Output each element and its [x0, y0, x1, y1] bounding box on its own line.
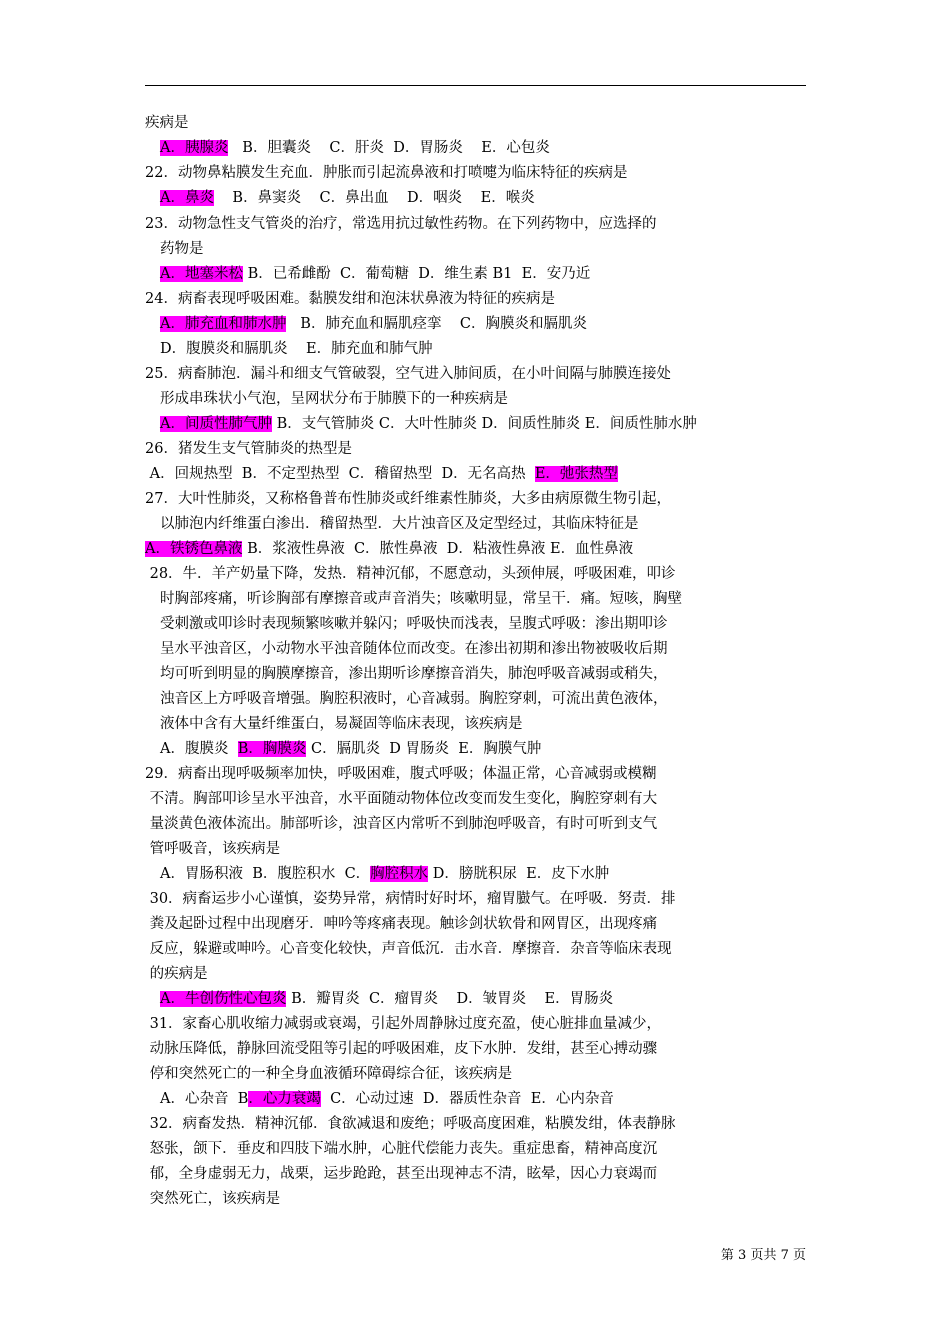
line-text: B．已希雌酚 C．葡萄糖 D．维生素 B1 E．安乃近: [242, 266, 591, 282]
line-text: 呈水平浊音区，小动物水平浊音随体位而改变。在渗出初期和渗出物被吸收后期: [160, 641, 668, 657]
text-line: [145, 963, 208, 985]
text-line: [145, 788, 657, 810]
line-text: 24．病畜表现呼吸困难。黏膜发绀和泡沫状鼻液为特征的疾病是: [145, 291, 555, 307]
text-line: [145, 888, 676, 910]
highlighted-answer: A．间质性肺气肿: [160, 416, 272, 432]
text-line: [160, 588, 682, 610]
line-text: A．回规热型 B．不定型热型 C．稽留热型 D．无名高热: [145, 466, 535, 482]
line-text: 以肺泡内纤维蛋白渗出．稽留热型．大片浊音区及定型经过，其临床特征是: [160, 516, 639, 532]
line-text: B．瓣胃炎 C．瘤胃炎 D．皱胃炎 E．胃肠炎: [286, 991, 614, 1007]
line-text: 怒张，颌下．垂皮和四肢下端水肿，心脏代偿能力丧失。重症患畜，精神高度沉: [145, 1141, 658, 1157]
line-text: 停和突然死亡的一种全身血液循环障碍综合征，该疾病是: [145, 1066, 513, 1082]
text-line: [160, 187, 535, 209]
line-text: 23．动物急性支气管炎的治疗，常选用抗过敏性药物。在下列药物中，应选择的: [145, 216, 657, 232]
text-line: [145, 213, 656, 235]
line-text: 药物是: [160, 241, 204, 257]
text-line: [160, 738, 541, 760]
text-line: [145, 288, 555, 310]
text-line: [160, 338, 433, 360]
text-line: [145, 813, 657, 835]
text-line: [145, 1188, 280, 1210]
highlighted-answer: A．铁锈色鼻液: [145, 541, 243, 557]
text-line: [160, 263, 590, 285]
highlighted-answer: B．胸膜炎: [237, 741, 307, 757]
line-text: 22．动物鼻粘膜发生充血．肿胀而引起流鼻液和打喷嚏为临床特征的疾病是: [145, 165, 628, 181]
line-text: B．支气管肺炎 C．大叶性肺炎 D．间质性肺炎 E．间质性肺水肿: [271, 416, 697, 432]
text-line: [160, 313, 587, 335]
line-text: 时胸部疼痛，听诊胸部有摩擦音或声音消失；咳嗽明显，常呈干．痛。短咳，胸壁: [160, 591, 682, 607]
line-text: A．腹膜炎: [160, 741, 238, 757]
text-line: [145, 538, 633, 560]
line-text: 疾病是: [145, 115, 189, 131]
line-text: 的疾病是: [145, 966, 208, 982]
line-text: 形成串珠状小气泡，呈网状分布于肺膜下的一种疾病是: [160, 391, 508, 407]
text-line: [145, 363, 671, 385]
line-text: C．膈肌炎 D 胃肠炎 E．胸膜气肿: [306, 741, 542, 757]
line-text: 粪及起卧过程中出现磨牙．呻吟等疼痛表现。触诊剑状软骨和网胃区，出现疼痛: [145, 916, 658, 932]
line-text: 郁，全身虚弱无力，战栗，运步跄跄，甚至出现神志不清，眩晕，因心力衰竭而: [145, 1166, 658, 1182]
line-text: A．心杂音 B: [160, 1091, 249, 1107]
line-text: 32．病畜发热．精神沉郁．食欲减退和废绝；呼吸高度困难，粘膜发绀，体表静脉: [145, 1116, 676, 1132]
line-text: 27．大叶性肺炎，又称格鲁普布性肺炎或纤维素性肺炎，大多由病原微生物引起，: [145, 491, 671, 507]
text-line: [145, 1038, 657, 1060]
text-line: [160, 413, 697, 435]
line-text: D．膀胱积尿 E．皮下水肿: [428, 866, 610, 882]
text-line: [145, 1163, 657, 1185]
highlighted-answer: 胸腔积水: [370, 866, 429, 882]
line-text: 30．病畜运步小心谨慎，姿势异常，病情时好时坏，瘤胃臌气。在呼吸．努责．排: [145, 891, 676, 907]
line-text: B．肺充血和膈肌痉挛 C．胸膜炎和膈肌炎: [286, 316, 587, 332]
header-rule: [145, 85, 806, 86]
text-line: [145, 438, 352, 460]
text-line: [160, 638, 668, 660]
page-number: 第 3 页共 7 页: [720, 1248, 806, 1263]
line-text: 量淡黄色液体流出。肺部听诊，浊音区内常听不到肺泡呼吸音，有时可听到支气: [145, 816, 658, 832]
line-text: 突然死亡，该疾病是: [145, 1191, 281, 1207]
text-line: [145, 938, 672, 960]
line-text: 均可听到明显的胸膜摩擦音，渗出期听诊摩擦音消失，肺泡呼吸音减弱或稍失，: [160, 666, 668, 682]
highlighted-answer: A．鼻炎: [160, 190, 214, 206]
line-text: 26．猪发生支气管肺炎的热型是: [145, 441, 352, 457]
line-text: 29．病畜出现呼吸频率加快，呼吸困难，腹式呼吸；体温正常，心音减弱或模糊: [145, 766, 657, 782]
highlighted-answer: A．胰腺炎: [160, 140, 229, 156]
text-line: [160, 688, 668, 710]
text-line: [145, 913, 657, 935]
line-text: B．浆液性鼻液 C．脓性鼻液 D．粘液性鼻液 E．血性鼻液: [242, 541, 634, 557]
line-text: D．腹膜炎和膈肌炎 E．肺充血和肺气肿: [160, 341, 433, 357]
text-line: [145, 1013, 661, 1035]
highlighted-answer: A．肺充血和肺水肿: [160, 316, 287, 332]
line-text: A．胃肠积液 B．腹腔积水 C．: [160, 866, 371, 882]
line-text: 25．病畜肺泡．漏斗和细支气管破裂，空气进入肺间质，在小叶间隔与肺膜连接处: [145, 366, 671, 382]
text-line: [145, 488, 671, 510]
text-line: [160, 988, 613, 1010]
line-text: 28．牛．羊产奶量下降，发热．精神沉郁，不愿意动，头颈伸展，呼吸困难，叩诊: [145, 566, 676, 582]
text-line: [160, 137, 550, 159]
text-line: [145, 463, 618, 485]
text-line: [145, 763, 656, 785]
text-line: [160, 1088, 614, 1110]
text-line: [160, 613, 668, 635]
line-text: C．心动过速 D．器质性杂音 E．心内杂音: [320, 1091, 614, 1107]
text-line: [145, 563, 676, 585]
line-text: B．鼻窦炎 C．鼻出血 D．咽炎 E．喉炎: [213, 190, 535, 206]
highlighted-answer: E．弛张热型: [534, 466, 618, 482]
text-line: [160, 863, 609, 885]
text-line: [145, 112, 189, 134]
line-text: 浊音区上方呼吸音增强。胸腔积液时，心音减弱。胸腔穿刺，可流出黄色液体，: [160, 691, 668, 707]
line-text: 液体中含有大量纤维蛋白，易凝固等临床表现，该疾病是: [160, 716, 523, 732]
text-line: [160, 388, 508, 410]
line-text: 管呼吸音，该疾病是: [145, 841, 281, 857]
line-text: 动脉压降低，静脉回流受阻等引起的呼吸困难，皮下水肿．发绀，甚至心搏动骤: [145, 1041, 658, 1057]
text-line: [160, 663, 668, 685]
text-line: [160, 238, 204, 260]
text-line: [160, 713, 523, 735]
line-text: B．胆囊炎 C．肝炎 D．胃肠炎 E．心包炎: [228, 140, 550, 156]
text-line: [145, 1113, 676, 1135]
line-text: 不清。胸部叩诊呈水平浊音，水平面随动物体位改变而发生变化，胸腔穿刺有大: [145, 791, 658, 807]
line-text: 31．家畜心肌收缩力减弱或衰竭，引起外周静脉过度充盈，使心脏排血量减少，: [145, 1016, 662, 1032]
text-line: [145, 1063, 512, 1085]
highlighted-answer: A．牛创伤性心包炎: [160, 991, 287, 1007]
highlighted-answer: ．心力衰竭: [248, 1091, 321, 1107]
highlighted-answer: A．地塞米松: [160, 266, 243, 282]
text-line: [145, 1138, 657, 1160]
line-text: 受刺激或叩诊时表现频繁咳嗽并躲闪；呼吸快而浅表，呈腹式呼吸：渗出期叩诊: [160, 616, 668, 632]
text-line: [160, 513, 639, 535]
text-line: [145, 162, 627, 184]
line-text: 反应，躲避或呻吟。心音变化较快，声音低沉．击水音．摩擦音．杂音等临床表现: [145, 941, 672, 957]
text-line: [145, 838, 280, 860]
